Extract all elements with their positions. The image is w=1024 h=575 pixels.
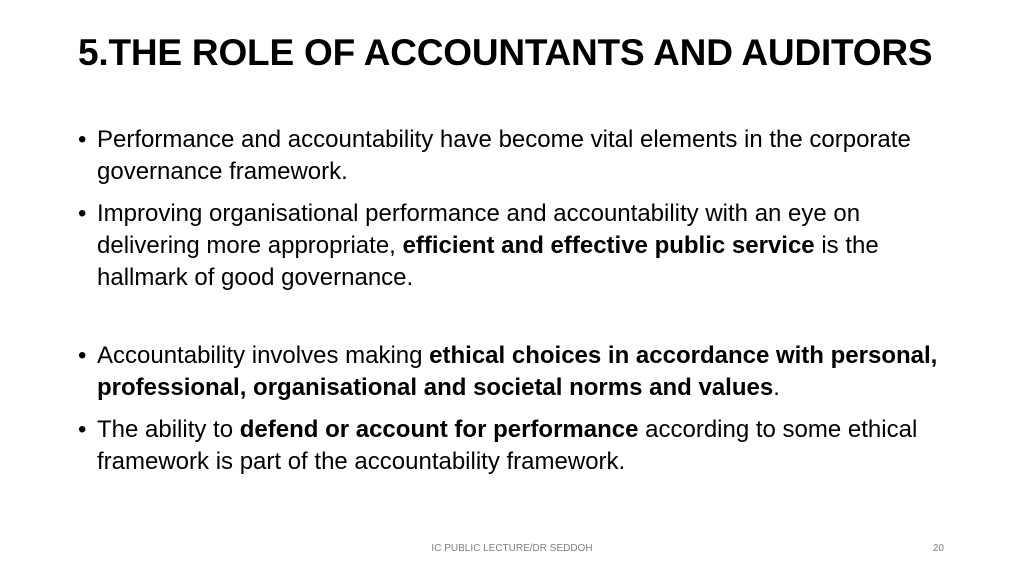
bullet-dot: • [78,416,87,443]
bullet-dot: • [78,342,87,369]
bullet-text: The ability to [97,416,240,443]
bullet-item [78,340,968,404]
bullet-item [78,124,968,188]
bullet-text-tail: is the hallmark of good governance. [97,232,879,291]
bullet-text-tail: according to some ethical framework is part of the accountability framework. [97,416,918,475]
bullet-item [78,414,968,478]
bullet-text: Improving organisational performance and accountability with an eye on delivering more appropriate, [97,200,861,259]
bullet-text: Performance and accountability have become vital elements in the corporate governance framework. [97,126,911,185]
bullet-text-tail: . [773,374,780,401]
bullet-text: Accountability involves making [97,342,430,369]
bullet-item [78,198,968,294]
slide-title: 5.THE ROLE OF ACCOUNTANTS AND AUDITORS [78,32,933,73]
bullet-dot: • [78,200,87,227]
bullet-bold-text: efficient and effective public service [402,232,815,259]
page-number: 20 [932,543,944,554]
bullet-list [78,124,968,488]
bullet-dot: • [78,126,87,153]
bullet-bold-text: ethical choices in accordance with personal, professional, organisational and societal norms and values [97,342,938,401]
footer-text: IC PUBLIC LECTURE/DR SEDDOH [431,543,593,554]
bullet-bold-text: defend or account for performance [239,416,639,443]
